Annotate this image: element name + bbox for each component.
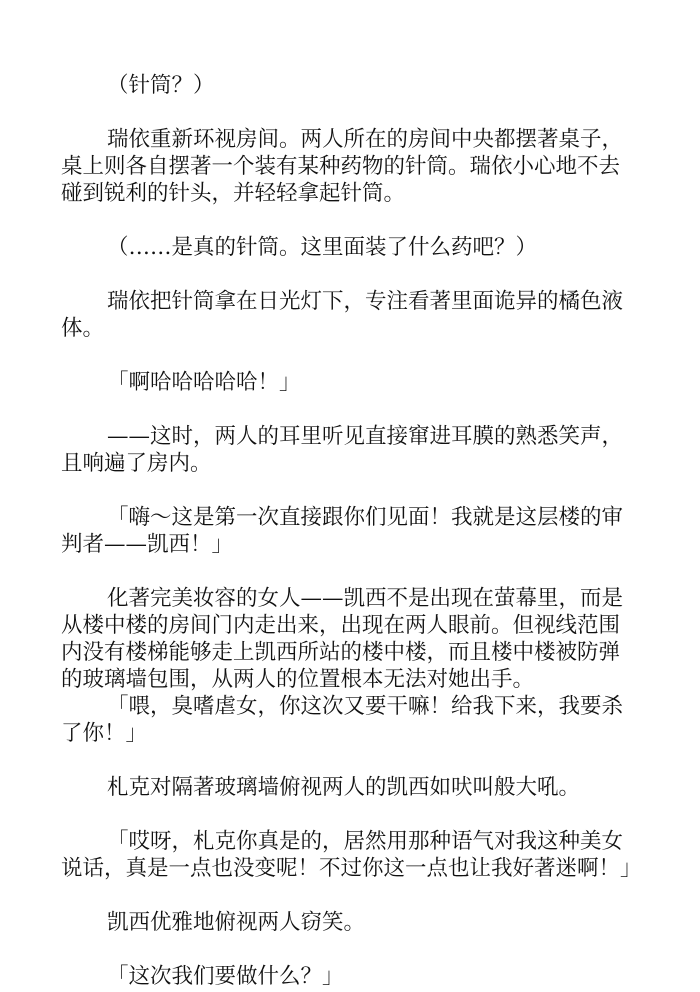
paragraph: 化著完美妆容的女人——凯西不是出现在萤幕里，而是从楼中楼的房间门内走出来，出现在两人眼前。但视线范围内没有楼梯能够走上凯西所站的楼中楼，而且楼中楼被防弹的玻璃墙包围，从两人的位置根本无法对她出手。 [61, 586, 624, 692]
paragraph: 「这次我们要做什么？」 [107, 964, 344, 989]
paragraph: 凯西优雅地俯视两人窃笑。 [107, 910, 366, 935]
paragraph: 「哎呀，札克你真是的，居然用那种语气对我这种美女说话，真是一点也没变呢！不过你这一点也让我好著迷啊！」 [61, 829, 642, 881]
paragraph: ——这时，两人的耳里听见直接窜进耳膜的熟悉笑声，且响遍了房内。 [61, 424, 624, 476]
paragraph: 「啊哈哈哈哈哈！」 [107, 370, 301, 395]
paragraph: 札克对隔著玻璃墙俯视两人的凯西如吠叫般大吼。 [107, 775, 581, 800]
paragraph: （针筒？） [107, 73, 215, 98]
paragraph: 「嗨～这是第一次直接跟你们见面！我就是这层楼的审判者——凯西！」 [61, 505, 624, 557]
paragraph: 「喂，臭嗜虐女，你这次又要干嘛！给我下来，我要杀了你！」 [61, 694, 624, 746]
paragraph: 瑞依把针筒拿在日光灯下，专注看著里面诡异的橘色液体。 [61, 289, 624, 341]
paragraph: （……是真的针筒。这里面装了什么药吧？） [107, 235, 538, 260]
paragraph: 瑞依重新环视房间。两人所在的房间中央都摆著桌子，桌上则各自摆著一个装有某种药物的针筒。瑞依小心地不去碰到锐利的针头，并轻轻拿起针筒。 [61, 127, 624, 206]
